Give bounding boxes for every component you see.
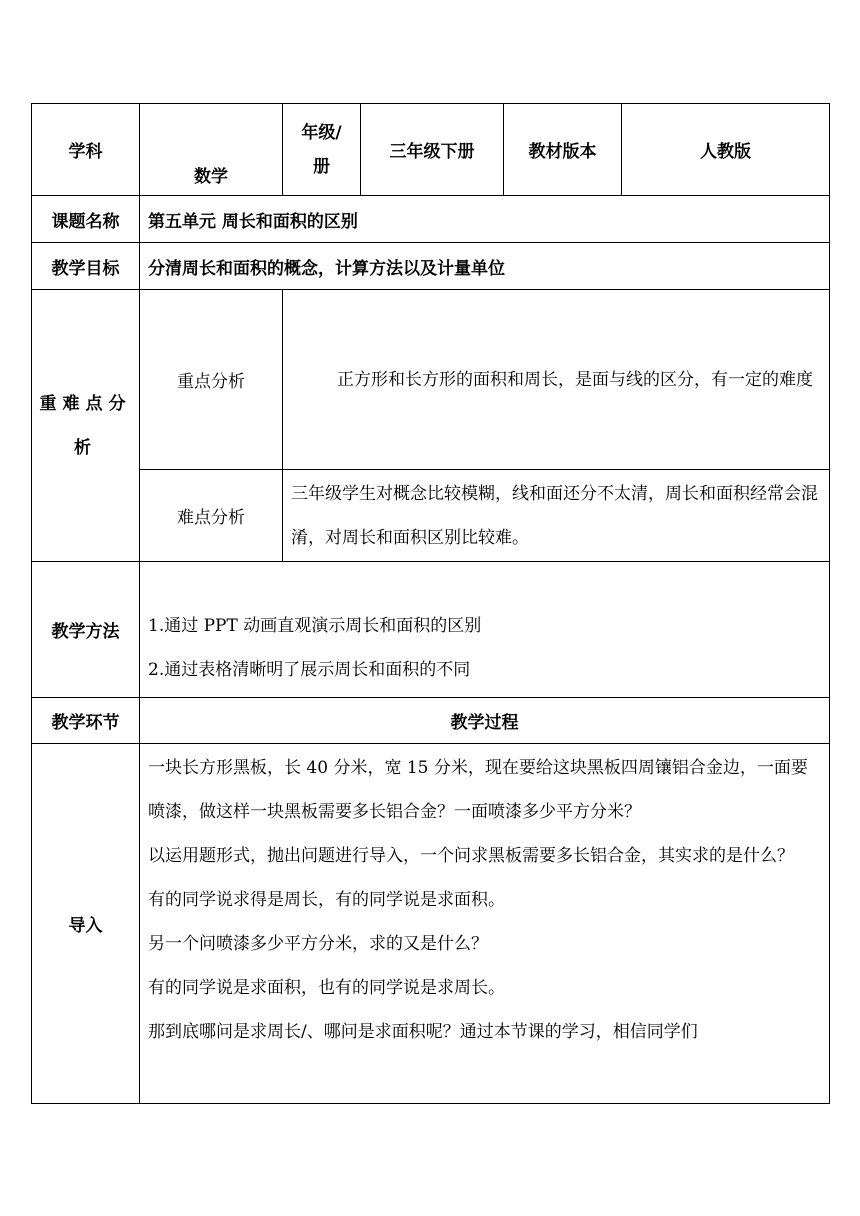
topic-row [32, 196, 830, 243]
key-analysis-row [32, 290, 830, 470]
subject-label: 学科 [32, 104, 140, 196]
intro-paragraph: 有的同学说求得是周长，有的同学说是求面积。 [148, 890, 505, 910]
intro-row [32, 744, 830, 1104]
process-header-row [32, 698, 830, 744]
subject-value: 数学 [140, 104, 283, 196]
difficult-analysis-row [32, 470, 830, 562]
topic-value: 第五单元 周长和面积的区别 [140, 196, 830, 243]
grade-value: 三年级下册 [361, 104, 504, 196]
intro-paragraph: 那到底哪问是求周长/、哪问是求面积呢？通过本节课的学习，相信同学们 [148, 1022, 698, 1042]
intro-paragraph: 以运用题形式，抛出问题进行导入，一个问求黑板需要多长铝合金，其实求的是什么？ [148, 846, 794, 866]
lesson-plan-table [31, 103, 830, 1104]
header-row [32, 104, 830, 196]
goal-label: 教学目标 [32, 243, 140, 290]
analysis-label: 重难点分析 [32, 290, 140, 562]
intro-paragraph: 有的同学说是求面积，也有的同学说是求周长。 [148, 978, 505, 998]
difficult-analysis-text: 三年级学生对概念比较模糊，线和面还分不太清，周长和面积经常会混淆，对周长和面积区别比较难。 [283, 470, 830, 562]
intro-content [140, 744, 830, 1104]
intro-paragraph: 另一个问喷漆多少平方分米，求的又是什么？ [148, 934, 488, 954]
difficult-analysis-label: 难点分析 [140, 470, 283, 562]
method-row [32, 562, 830, 698]
goal-value: 分清周长和面积的概念，计算方法以及计量单位 [140, 243, 830, 290]
intro-paragraph: 一块长方形黑板，长 40 分米，宽 15 分米，现在要给这块黑板四周镶铝合金边，一面要喷漆，做这样一块黑板需要多长铝合金？一面喷漆多少平方分米？ [148, 758, 808, 822]
intro-label: 导入 [32, 744, 140, 1104]
method-list [140, 562, 830, 698]
topic-label: 课题名称 [32, 196, 140, 243]
key-analysis-label: 重点分析 [140, 290, 283, 470]
process-label: 教学环节 [32, 698, 140, 744]
grade-label: 年级/册 [283, 104, 361, 196]
goal-row [32, 243, 830, 290]
textbook-value: 人教版 [622, 104, 830, 196]
method-item: 1.通过 PPT 动画直观演示周长和面积的区别 [148, 616, 482, 636]
key-analysis-text: 正方形和长方形的面积和周长，是面与线的区分，有一定的难度 [283, 290, 830, 470]
textbook-label: 教材版本 [504, 104, 622, 196]
method-item: 2.通过表格清晰明了展示周长和面积的不同 [148, 660, 471, 680]
process-value: 教学过程 [140, 698, 830, 744]
method-label: 教学方法 [32, 562, 140, 698]
